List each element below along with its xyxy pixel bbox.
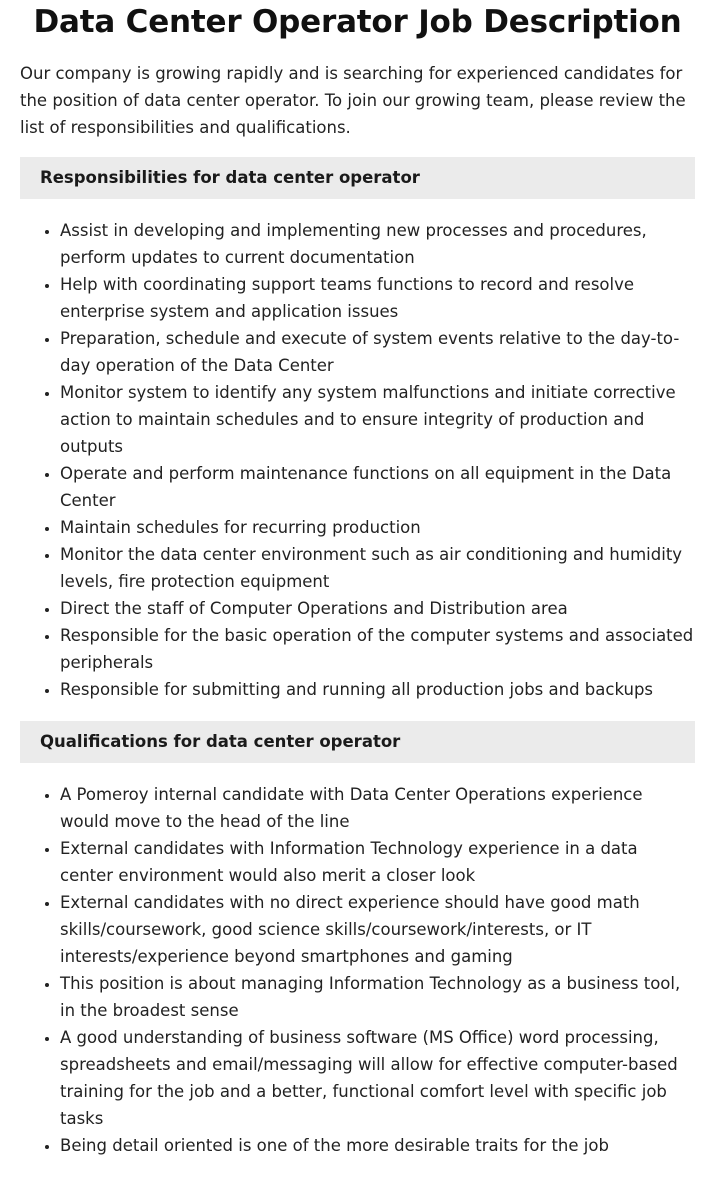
list-item: • Monitor system to identify any system malfunctions and initiate corrective action to maintain schedules and to ensure integrity of production and outputs	[60, 379, 695, 460]
list-item: • Responsible for submitting and running all production jobs and backups	[60, 676, 695, 703]
list-item: • Monitor the data center environment such as air conditioning and humidity levels, fire protection equipment	[60, 541, 695, 595]
list-item: • A good understanding of business software (MS Office) word processing, spreadsheets and email/messaging will allow for effective computer-based training for the job and a better, functional comfort level with specific job tasks	[60, 1024, 695, 1132]
list-item: • A Pomeroy internal candidate with Data Center Operations experience would move to the head of the line	[60, 781, 695, 835]
list-item: • Help with coordinating support teams functions to record and resolve enterprise system and application issues	[60, 271, 695, 325]
list-item: • Responsible for the basic operation of the computer systems and associated peripherals	[60, 622, 695, 676]
page-title: Data Center Operator Job Description	[33, 4, 682, 40]
list-item: • Preparation, schedule and execute of system events relative to the day-to-day operation of the Data Center	[60, 325, 695, 379]
intro-paragraph: Our company is growing rapidly and is searching for experienced candidates for the position of data center operator. To join our growing team, please review the list of responsibilities and qualifications.	[20, 64, 686, 137]
list-item: • Maintain schedules for recurring production	[60, 514, 695, 541]
list-item: • Assist in developing and implementing new processes and procedures, perform updates to current documentation	[60, 217, 695, 271]
list-item: • Direct the staff of Computer Operations and Distribution area	[60, 595, 695, 622]
list-item: • External candidates with Information Technology experience in a data center environment would also merit a closer look	[60, 835, 695, 889]
list-item: • Operate and perform maintenance functions on all equipment in the Data Center	[60, 460, 695, 514]
list-item: • External candidates with no direct experience should have good math skills/coursework, good science skills/coursework/interests, or IT interests/experience beyond smartphones and gaming	[60, 889, 695, 970]
qualifications-list	[20, 781, 695, 1159]
list-item: • Being detail oriented is one of the more desirable traits for the job	[60, 1132, 695, 1159]
qualifications-heading: Qualifications for data center operator	[20, 721, 695, 763]
responsibilities-heading: Responsibilities for data center operator	[20, 157, 695, 199]
responsibilities-list	[20, 217, 695, 703]
list-item: • This position is about managing Information Technology as a business tool, in the broadest sense	[60, 970, 695, 1024]
